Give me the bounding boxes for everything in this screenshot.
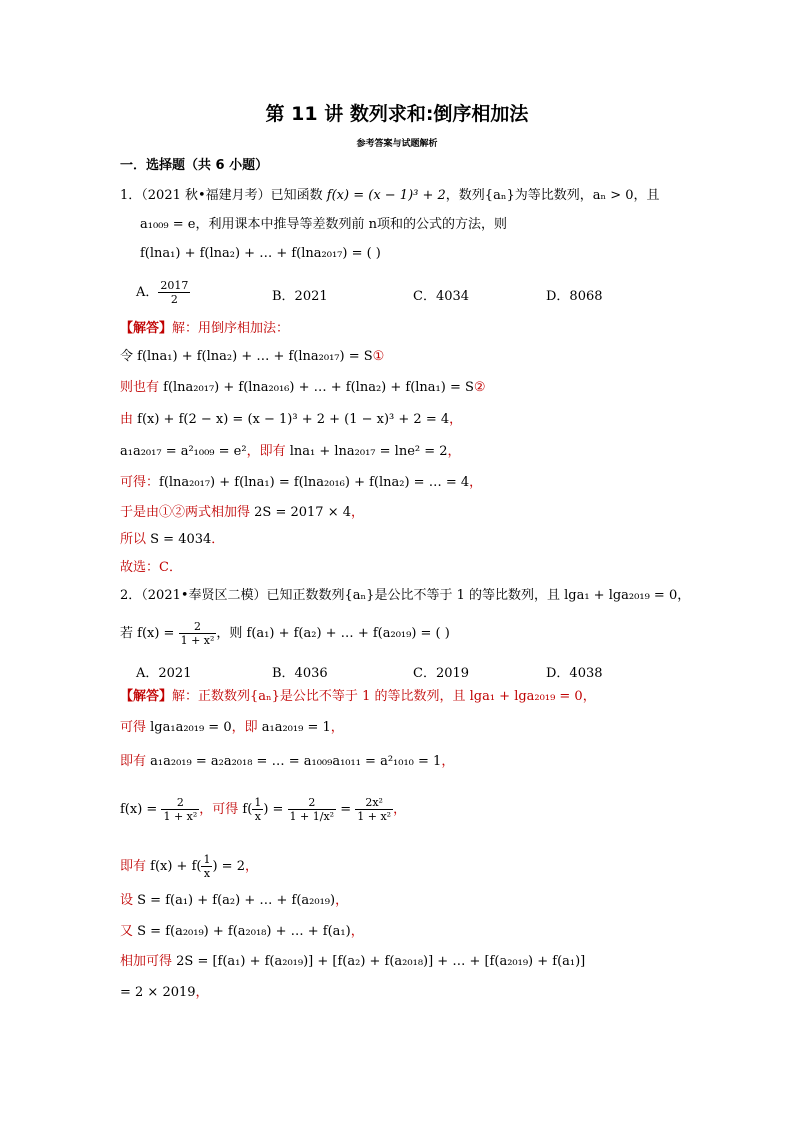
a1-tag: 【解答】 <box>120 321 173 336</box>
a1-l6-lead: 于是由①②两式相加得 <box>120 505 255 520</box>
a1-line2 <box>120 377 486 399</box>
a2-l4-tail: ， <box>244 859 258 874</box>
a1-l5-tail: ， <box>469 475 483 490</box>
q2-fraction <box>179 620 217 647</box>
a2-l8-formula: = 2 × 2019 <box>120 985 196 1000</box>
q2-frac-den: 1 + x² <box>180 634 215 647</box>
a2-l2-formula: a₁a₂₀₁₉ = a₂a₂₀₁₈ = … = a₁₀₀₉a₁₀₁₁ = a²₁₀₁₀ = 1 <box>150 754 442 769</box>
a2-l5-lead: 设 <box>120 893 138 908</box>
q1-option-c: C．4034 <box>413 289 470 304</box>
q1-line1 <box>120 185 660 207</box>
a2-l7-lead: 相加可得 <box>120 954 177 969</box>
section-heading: 一．选择题（共 6 小题） <box>120 158 269 173</box>
a1-l5-formula: f(lna₂₀₁₇) + f(lna₁) = f(lna₂₀₁₆) + f(lna₂) = … = 4 <box>159 475 470 490</box>
a2-line8 <box>120 982 209 1004</box>
a1-l3-lead: 由 <box>120 412 138 427</box>
a2-l3-eq: ) = <box>263 802 288 817</box>
a2-l6-lead: 又 <box>120 924 138 939</box>
a1-line1 <box>120 346 384 368</box>
a1-l2-mark: ② <box>473 380 486 395</box>
a1-l3-formula: f(x) + f(2 − x) = (x − 1)³ + 2 + (1 − x)³ + 2 = 4 <box>137 412 450 427</box>
a2-l4-formula-a: f(x) + f( <box>150 859 202 874</box>
q2-line1: 2．（2021•奉贤区二模）已知正数数列{aₙ}是公比不等于 1 的等比数列，且 lga₁ + lga₂₀₁₉ = 0， <box>120 588 691 603</box>
a2-l3-frac3-num: 2x² <box>355 796 393 810</box>
q2-frac-num: 2 <box>179 620 217 634</box>
a2-l3-f: f( <box>242 802 253 817</box>
a1-l1-formula: 令 f(lna₁) + f(lna₂) + … + f(lna₂₀₁₇) = S <box>120 349 373 364</box>
a1-l4-mid: ，即有 <box>246 444 290 459</box>
q1-option-a-num: 2017 <box>160 279 189 292</box>
a2-l3-fx: f(x) = <box>120 802 162 817</box>
a2-l1-formula1: lga₁a₂₀₁₉ = 0 <box>150 720 232 735</box>
a2-tag: 【解答】 <box>120 689 173 704</box>
q1-intro: 1．（2021 秋•福建月考）已知函数 <box>120 188 327 203</box>
q1-option-b: B．2021 <box>272 289 328 304</box>
a2-l3-frac1-den: 1 + x² <box>163 810 198 823</box>
q1-option-a-fraction <box>158 279 190 306</box>
a1-head-text: 解：用倒序相加法： <box>172 321 290 336</box>
q1-fx: f(x) = (x − 1)³ + 2 <box>326 188 446 203</box>
a1-line6 <box>120 502 364 524</box>
q1-option-a <box>136 279 190 306</box>
a1-l7-formula: S = 4034 <box>150 532 212 547</box>
a2-l6-tail: ， <box>350 924 364 939</box>
page-subtitle: 参考答案与试题解析 <box>356 139 438 149</box>
page-title: 第 11 讲 数列求和:倒序相加法 <box>265 103 529 125</box>
a2-l3-frac2-num: 2 <box>288 796 337 810</box>
a1-l5-lead: 可得： <box>120 475 160 490</box>
a1-l4-formula1: a₁a₂₀₁₇ = a²₁₀₀₉ = e² <box>120 444 247 459</box>
a2-l3-frac3-den: 1 + x² <box>357 810 392 823</box>
a2-l3-inner-num: 1 <box>254 796 262 809</box>
a1-line4 <box>120 441 461 463</box>
q2-option-d: D．4038 <box>546 666 603 681</box>
a2-l3-eq2: = <box>336 802 356 817</box>
a2-line2 <box>120 751 454 773</box>
a2-l3-frac2-den: 1 + 1/x² <box>289 810 335 823</box>
a2-l1-formula2: a₁a₂₀₁₉ = 1 <box>261 720 331 735</box>
a2-l4-formula-b: ) = 2 <box>212 859 245 874</box>
q2-option-c: C．2019 <box>413 666 470 681</box>
a2-l3-tail: ， <box>393 802 407 817</box>
q1-line3: f(lna₁) + f(lna₂) + … + f(lna₂₀₁₇) = ( ) <box>140 246 381 261</box>
a2-l4-lead: 即有 <box>120 859 151 874</box>
a1-l7-tail: ． <box>211 532 225 547</box>
q2-if-lead: 若 f(x) = <box>120 626 179 641</box>
a2-l3-inner-den: x <box>254 810 261 823</box>
a2-line4 <box>120 850 258 884</box>
q1-option-d: D．8068 <box>546 289 603 304</box>
a2-line7 <box>120 951 585 973</box>
q2-line2 <box>120 620 450 647</box>
a2-l3-frac2 <box>288 796 337 823</box>
a1-line5 <box>120 472 482 494</box>
a2-l3-frac1 <box>161 796 199 823</box>
a2-l5-formula: S = f(a₁) + f(a₂) + … + f(a₂₀₁₉) <box>137 893 336 908</box>
q2-option-b: B．4036 <box>272 666 328 681</box>
a2-l7-formula: 2S = [f(a₁) + f(a₂₀₁₉)] + [f(a₂) + f(a₂₀₁₈)] + … + [f(a₂₀₁₉) + f(a₁)] <box>176 954 586 969</box>
a1-l1-mark: ① <box>372 349 385 364</box>
a2-l2-lead: 即有 <box>120 754 151 769</box>
a2-line5 <box>120 890 348 912</box>
a2-l5-tail: ， <box>335 893 349 908</box>
a2-l3-frac3 <box>355 796 393 823</box>
a2-l1-mid: ，即 <box>231 720 262 735</box>
q1-option-a-label: A． <box>136 285 159 300</box>
q1-mid: ，数列{aₙ}为等比数列，aₙ > 0，且 <box>445 188 660 203</box>
a2-l3-mid: ，可得 <box>199 802 243 817</box>
a1-l4-tail: ， <box>447 444 461 459</box>
a1-l3-tail: ， <box>449 412 463 427</box>
a1-l6-tail: ， <box>351 505 365 520</box>
a2-line6 <box>120 921 364 943</box>
a1-l2-formula: f(lna₂₀₁₇) + f(lna₂₀₁₆) + … + f(lna₂) + f(lna₁) = S <box>163 380 474 395</box>
a2-l2-tail: ， <box>441 754 455 769</box>
a2-l6-formula: S = f(a₂₀₁₉) + f(a₂₀₁₈) + … + f(a₁) <box>137 924 351 939</box>
a1-l6-formula: 2S = 2017 × 4 <box>254 505 351 520</box>
a2-head-text: 解：正数数列{aₙ}是公比不等于 1 的等比数列，且 lga₁ + lga₂₀₁₉ = 0， <box>172 689 596 704</box>
a1-l7-lead: 所以 <box>120 532 151 547</box>
a1-l4-formula2: lna₁ + lna₂₀₁₇ = lne² = 2 <box>289 444 448 459</box>
q2-option-a: A．2021 <box>136 666 192 681</box>
a1-line8: 故选：C． <box>120 560 182 575</box>
a1-line3 <box>120 409 462 431</box>
a2-head <box>120 686 596 708</box>
a1-head <box>120 318 289 340</box>
a1-l2-lead: 则也有 <box>120 380 164 395</box>
a2-l1-tail: ， <box>330 720 344 735</box>
a2-l8-tail: ， <box>195 985 209 1000</box>
a2-l3-frac1-num: 2 <box>161 796 199 810</box>
q1-line2: a₁₀₀₉ = e，利用课本中推导等差数列前 n项和的公式的方法，则 <box>140 217 507 232</box>
a2-l4-frac-num: 1 <box>203 853 211 866</box>
q2-if-tail: ，则 f(a₁) + f(a₂) + … + f(a₂₀₁₉) = ( ) <box>216 626 450 641</box>
q1-option-a-den: 2 <box>170 293 178 306</box>
a1-line7 <box>120 529 224 551</box>
a2-l1-lead: 可得 <box>120 720 151 735</box>
a2-l3-inner-frac <box>252 796 263 823</box>
a2-line3 <box>120 790 406 830</box>
a2-l4-frac <box>201 853 212 880</box>
a2-l4-frac-den: x <box>203 867 211 880</box>
a2-line1 <box>120 717 344 739</box>
